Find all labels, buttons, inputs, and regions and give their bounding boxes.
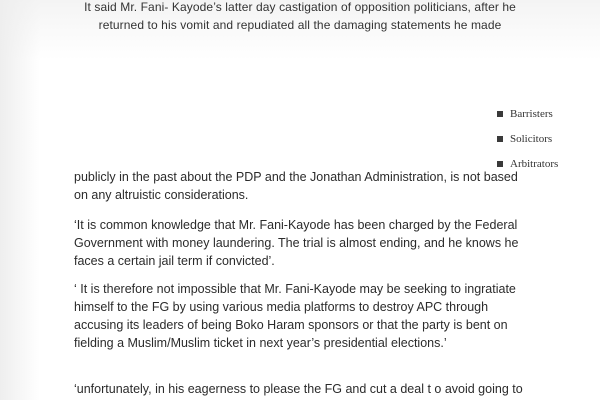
letterhead-services-list [497,101,600,176]
paragraph-line: Government with money laundering. The trial is almost ending, and he knows he [74,236,519,250]
paragraph-unfortunately [74,380,594,398]
square-bullet-icon [497,111,503,117]
paragraph-continuation [74,168,594,204]
service-label: Arbitrators [510,157,559,170]
paragraph-line: accusing its leaders of being Boko Haram sponsors or that the party is bent on [74,318,508,332]
paragraph-line: ‘It is common knowledge that Mr. Fani-Kayode has been charged by the Federal [74,218,518,232]
square-bullet-icon [497,161,503,167]
paragraph-money-laundering [74,216,594,270]
header-text-line-2: returned to his vomit and repudiated all the damaging statements he made [98,18,502,32]
square-bullet-icon [497,136,503,142]
paragraph-line: on any altruistic considerations. [74,188,249,202]
paragraph-line: ‘unfortunately, in his eagerness to please the FG and cut a deal t o avoid going to [74,382,523,396]
paragraph-line: fielding a Muslim/Muslim ticket in next year’s presidential elections.’ [74,336,447,350]
header-text-line-1: It said Mr. Fani- Kayode’s latter day castigation of opposition politicians, after he [84,0,516,14]
paragraph-line: faces a certain jail term if convicted’. [74,254,275,268]
service-item-barristers [497,101,600,126]
paragraph-line: publicly in the past about the PDP and the Jonathan Administration, is not based [74,170,518,184]
service-label: Barristers [510,107,553,120]
scan-shadow-left [0,0,40,400]
service-label: Solicitors [510,132,553,145]
paragraph-line: himself to the FG by using various media platforms to destroy APC through [74,300,489,314]
service-item-solicitors [497,126,600,151]
paragraph-ingratiate [74,280,594,352]
paragraph-line: ‘ It is therefore not impossible that Mr. Fani-Kayode may be seeking to ingratiate [74,282,516,296]
